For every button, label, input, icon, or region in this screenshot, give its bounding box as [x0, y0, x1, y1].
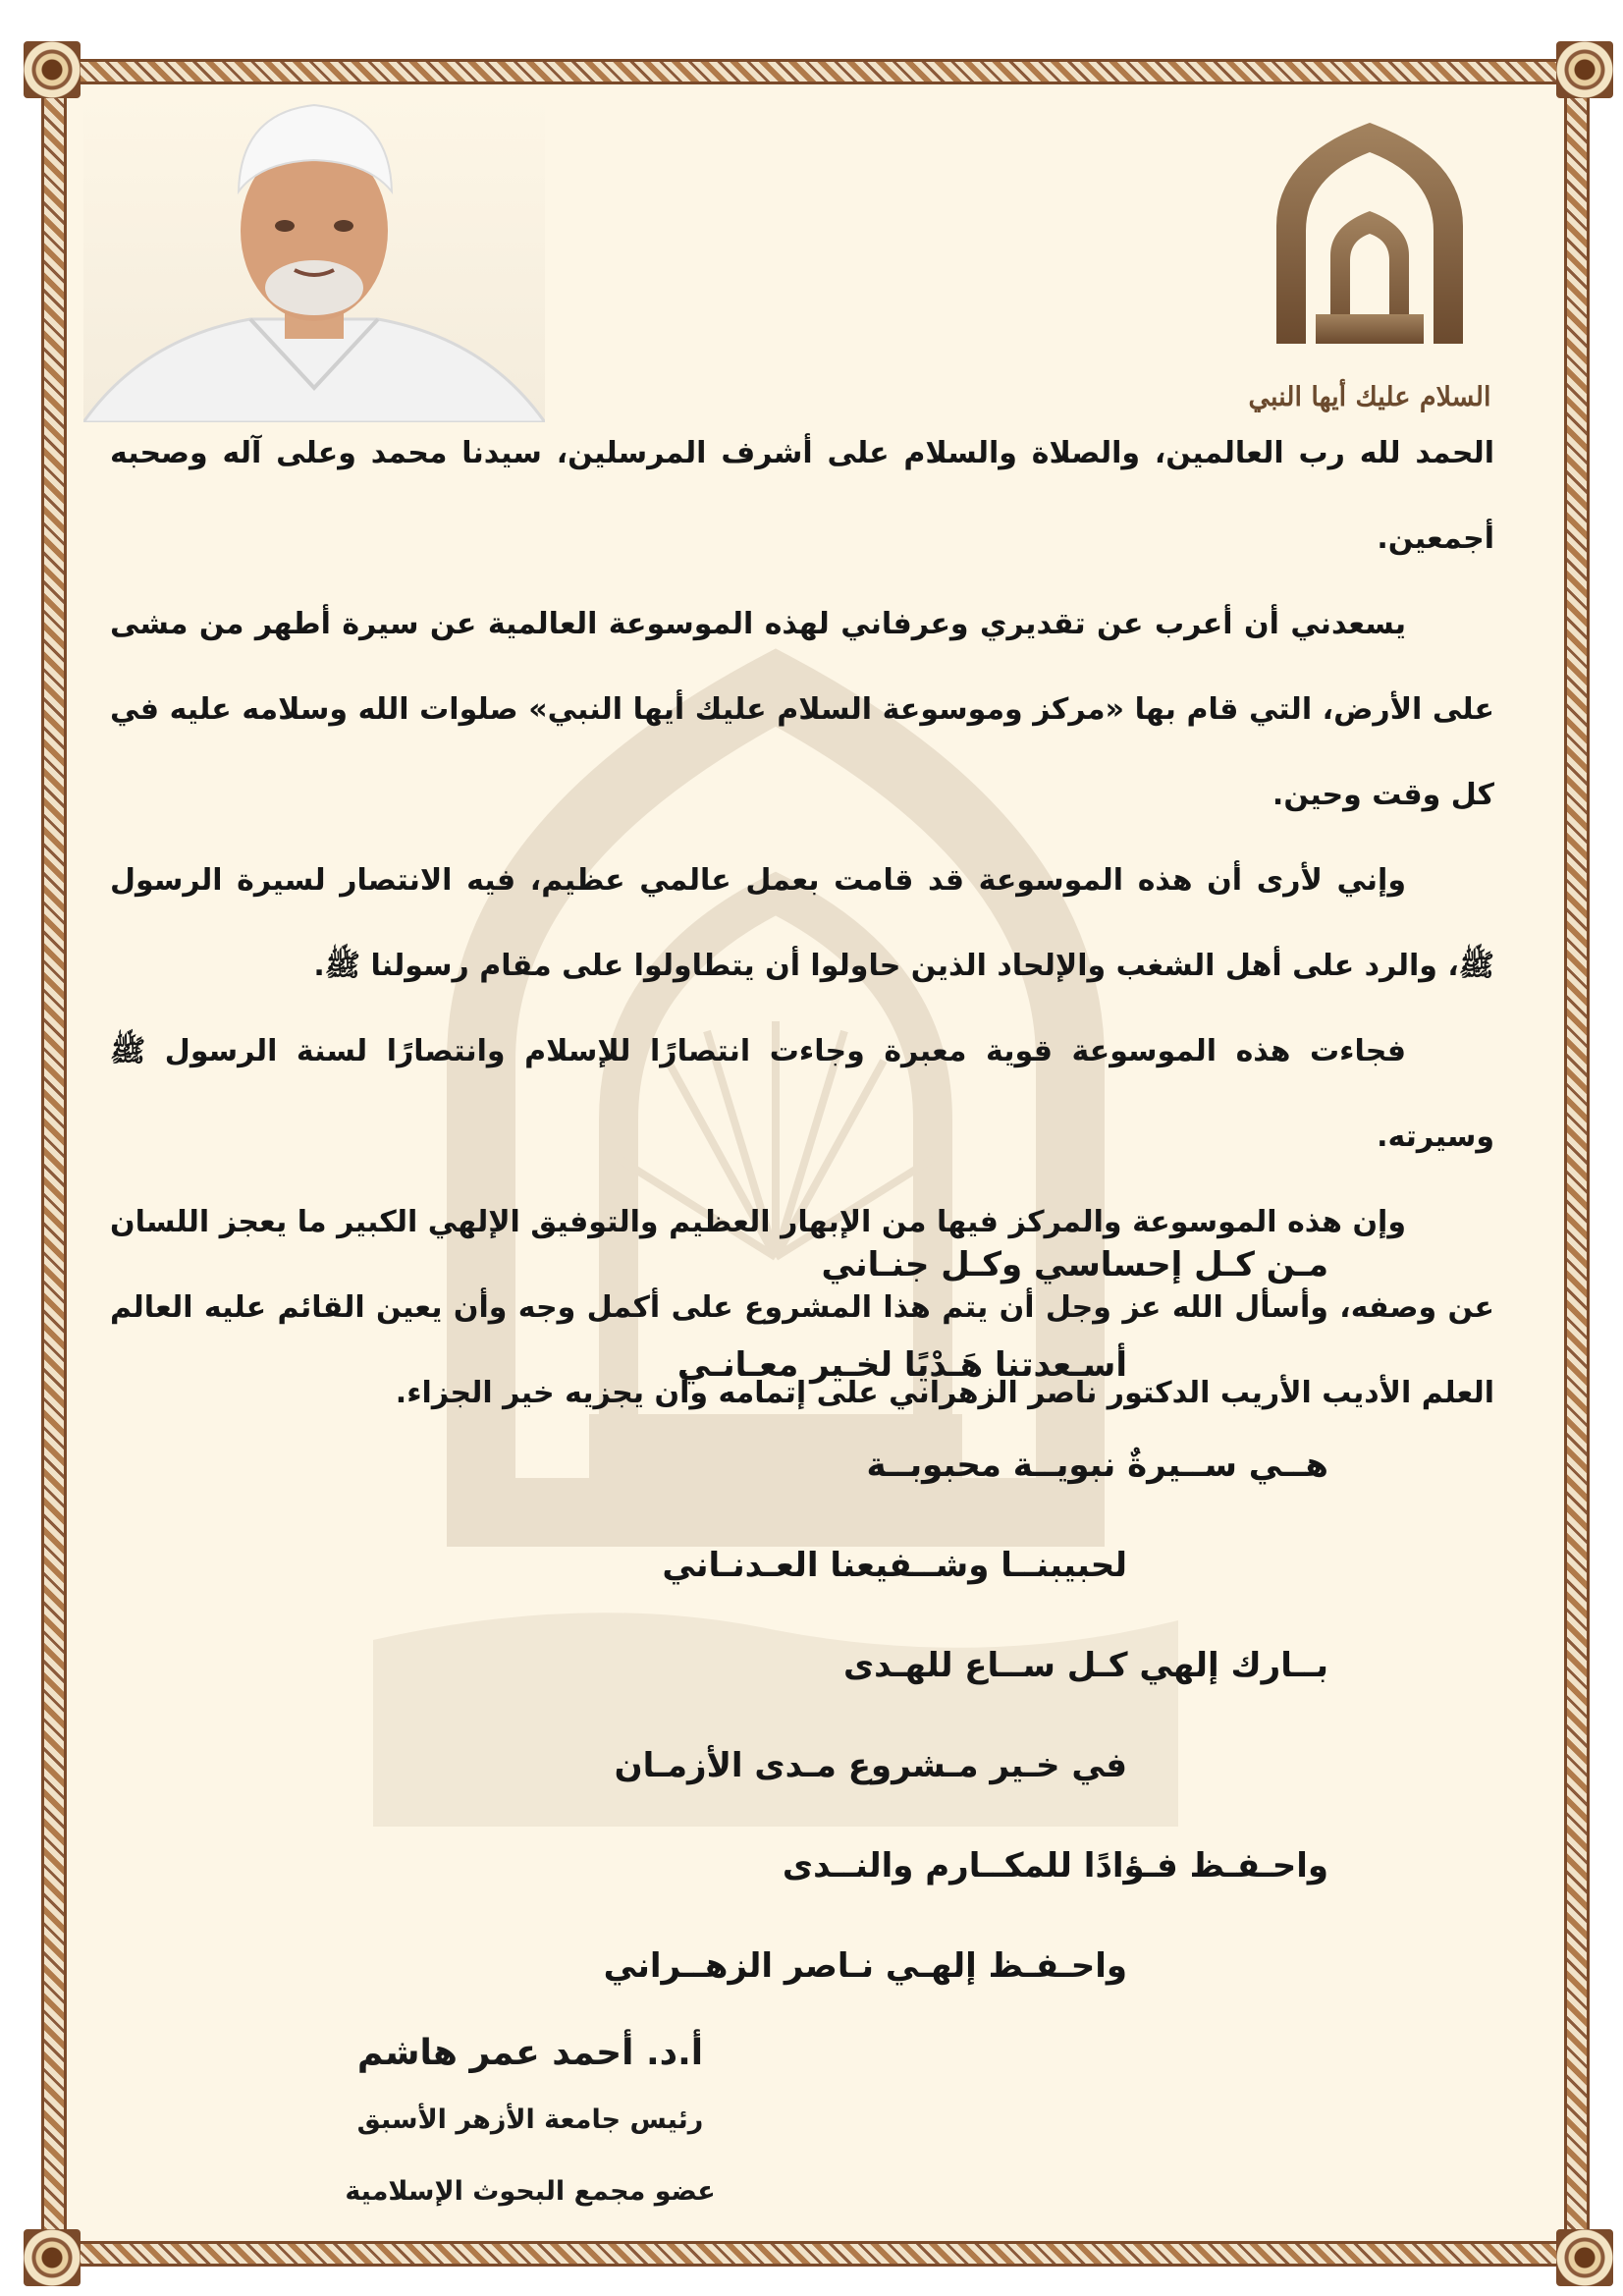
corner-ornament [24, 41, 81, 98]
signature-block [324, 2033, 736, 2248]
poem-verse: مـن كـل إحساسي وكـل جنـاني [821, 1245, 1328, 1285]
paragraph-appreciation-end: صلوات الله وسلامه عليه في كل وقت وحين. [110, 692, 1494, 812]
center-name-emphasis: «مركز وموسوعة السلام عليك أيها النبي» [528, 692, 1124, 727]
center-logo [1222, 118, 1517, 412]
portrait-image [83, 93, 545, 422]
poem-verse: هــي ســيرةٌ نبويــة محبوبــة [866, 1446, 1328, 1485]
opening-paragraph: الحمد لله رب العالمين، والصلاة والسلام على أشرف المرسلين، سيدنا محمد وعلى آله وصحبه أجمعين. [110, 436, 1494, 556]
logo-caption: السلام عليك أيها النبي [1248, 382, 1491, 412]
author-portrait [83, 93, 545, 422]
poem-verse: واحـفـظ إلهـي نـاصر الزهــراني [603, 1946, 1127, 1986]
paragraph-victory: فجاءت هذه الموسوعة قوية معبرة وجاءت انتصارًا للإسلام وانتصارًا لسنة الرسول ﷺ وسيرته. [110, 1034, 1494, 1154]
corner-ornament [1556, 41, 1613, 98]
poem-verse: أسـعدتنا هَـدْيًا لخـير معـانـي [676, 1345, 1127, 1385]
corner-ornament [1556, 2229, 1613, 2286]
paragraph-appreciation-start: يسعدني أن أعرب عن تقديري وعرفاني لهذه الموسوعة العالمية عن سيرة أطهر من مشى على الأرض، التي قام بها [110, 607, 1494, 727]
paragraph-defense: وإني لأرى أن هذه الموسوعة قد قامت بعمل عالمي عظيم، فيه الانتصار لسيرة الرسول ﷺ، والرد على أهل الشغب والإلحاد الذين حاولوا أن يتطاولوا على مقام رسولنا ﷺ. [110, 863, 1494, 983]
poem-verse: بــارك إلهي كـل ســاع للهـدى [842, 1646, 1328, 1685]
corner-ornament [24, 2229, 81, 2286]
poem-verse: واحـفـظ فـؤادًا للمكــارم والنــدى [782, 1846, 1328, 1886]
signatory-name: أ.د. أحمد عمر هاشم [356, 2033, 704, 2073]
poem-verse: في خـير مـشروع مـدى الأزمـان [614, 1746, 1127, 1785]
poem-verse: لحبيبنــا وشــفيعنا العـدنـاني [662, 1546, 1127, 1585]
signatory-title-1: رئيس جامعة الأزهر الأسبق [356, 2105, 704, 2135]
paragraph-prayer: وإن هذه الموسوعة والمركز فيها من الإبهار العظيم والتوفيق الإلهي الكبير ما يعجز اللسان عن وصفه، وأسأل الله عز وجل أن يتم هذا المشروع على أكمل وجه وأن يعين القائم عليه العالم العلم الأديب الأريب الدكتور ناصر الزهراني على إتمامه وأن يجزيه خير الجزاء. [110, 1205, 1494, 1410]
signatory-title-2: عضو مجمع البحوث الإسلامية [345, 2176, 716, 2207]
paragraph-appreciation [110, 581, 1494, 838]
arch-logo-icon [1222, 118, 1517, 363]
